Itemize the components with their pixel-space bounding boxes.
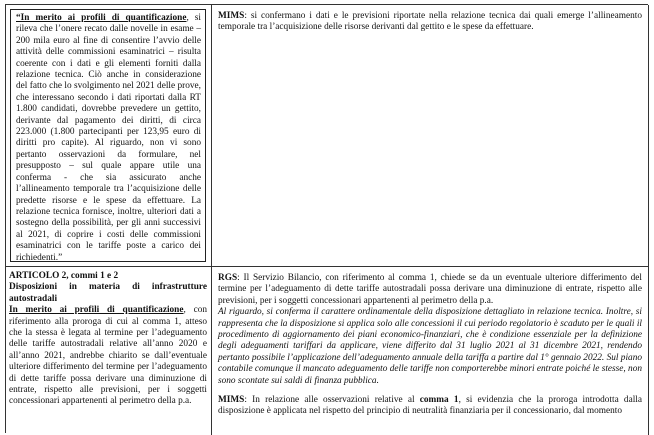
article-2-text [9, 271, 207, 408]
mims-response-1 [218, 11, 642, 34]
row1-right-cell [212, 5, 649, 267]
article-subject: Disposizioni in materia di infrastrutture autostradali [9, 282, 207, 304]
quote-paragraph [16, 13, 201, 264]
rgs-label: RGS [218, 273, 238, 283]
mims-label-2: MIMS [218, 395, 245, 406]
mims-label: MIMS [218, 11, 245, 21]
quote-heading: “In merito ai profili di quantificazione [16, 13, 187, 23]
mims-response-2 [218, 395, 642, 418]
rgs-question [218, 273, 642, 307]
article-heading: In merito ai profili di quantificazione [9, 305, 184, 316]
quantification-quote-box [10, 9, 206, 262]
review-table [5, 4, 648, 433]
row2-left-cell [6, 267, 212, 435]
rgs-text: : Il Servizio Bilancio, con riferimento al comma 1, chiede se da un eventuale ulteriore differimento del termine per l’adeguamento di dette tariffe autostradali possa derivare una diminuzione di entrate, rispetto alle previsioni, per i soggetti concessionari appartenenti al perimetro della p.a. [218, 273, 642, 306]
article-title: ARTICOLO 2, commi 1 e 2 [9, 271, 119, 281]
mims-pre: : In relazione alle osservazioni relative al [244, 395, 420, 406]
quote-body: , si rileva che l’onere recato dalle novelle in esame – 200 mila euro al fine di consentire l’avvio delle attività delle commissioni esaminatrici – risulta coerente con i dati e gli elementi forniti dalla relazione tecnica. Ciò anche in considerazione del fatto che lo svolgimento nel 2021 delle prove, che interessano secondo i dati riportati dalla RT 1.800 candidati, dovrebbe prevedere un gettito, derivante dal pagamento dei diritti, di circa 223.000 (1.800 partecipanti per 123,95 euro di diritti pro capite). Al riguardo, non vi sono pertanto osservazioni da formulare, nel presupposto – sul quale appare utile una conferma - che sia assicurato anche l’allineamento temporale tra l’acquisizione delle predette risorse e le spese da effettuare. La relazione tecnica fornisce, inoltre, ulteriori dati a sostegno della possibilità, per gli anni successivi al 2021, di coprire i costi delle commissioni esaminatrici con le tariffe poste a carico dei richiedenti.” [16, 13, 202, 263]
mims-text-2: , si evidenzia che la proroga introdotta dalla disposizione è applicata nel rispetto del principio di neutralità finanziaria per il concessionario, dal momento [218, 395, 642, 417]
rgs-mims-responses [218, 273, 642, 418]
article-body: , con riferimento alla proroga di cui al comma 1, atteso che la stessa è legata al termine per l’adeguamento delle tariffe autostradali relative all’anno 2020 e all’anno 2021, andrebbe chiarito se dall’eventuale ulteriore differimento del termine per l’adeguamento di dette tariffe possa derivare una diminuzione di entrate, rispetto alle previsioni, per i soggetti concessionari appartenenti al perimetro della p.a. [9, 305, 207, 407]
article-paragraph [9, 305, 207, 408]
row2-right-cell [212, 267, 649, 435]
mims-comma: comma 1 [419, 395, 459, 406]
mims-text: : si confermano i dati e le previsioni riportate nella relazione tecnica dai quali emerge l’allineamento temporale tra l’acquisizione delle risorse derivanti dal gettito e le spese da effettuare. [218, 11, 642, 33]
rgs-reply: Al riguardo, si conferma il carattere ordinamentale della disposizione dettagliato in relazione tecnica. Inoltre, si rappresenta che la disposizione si applica solo alle concessioni il cui periodo regolatorio è scaduto per le quali il procedimento di aggiornamento dei piani economico-finanziari, che è condizione essenziale per la definizione degli adeguamenti tariffari da applicare, viene differito dal 31 luglio 2021 al 31 dicembre 2021, rendendo pertanto possibile l’applicazione dell’adeguamento annuale della tariffa a partire dal 1° gennaio 2022. Sul piano contabile comunque il mancato adeguamento delle tariffe non comporterebbe minori entrate poiché le stesse, non sono scontate sui saldi di finanza pubblica. [218, 307, 642, 386]
row1-left-cell [6, 5, 212, 267]
